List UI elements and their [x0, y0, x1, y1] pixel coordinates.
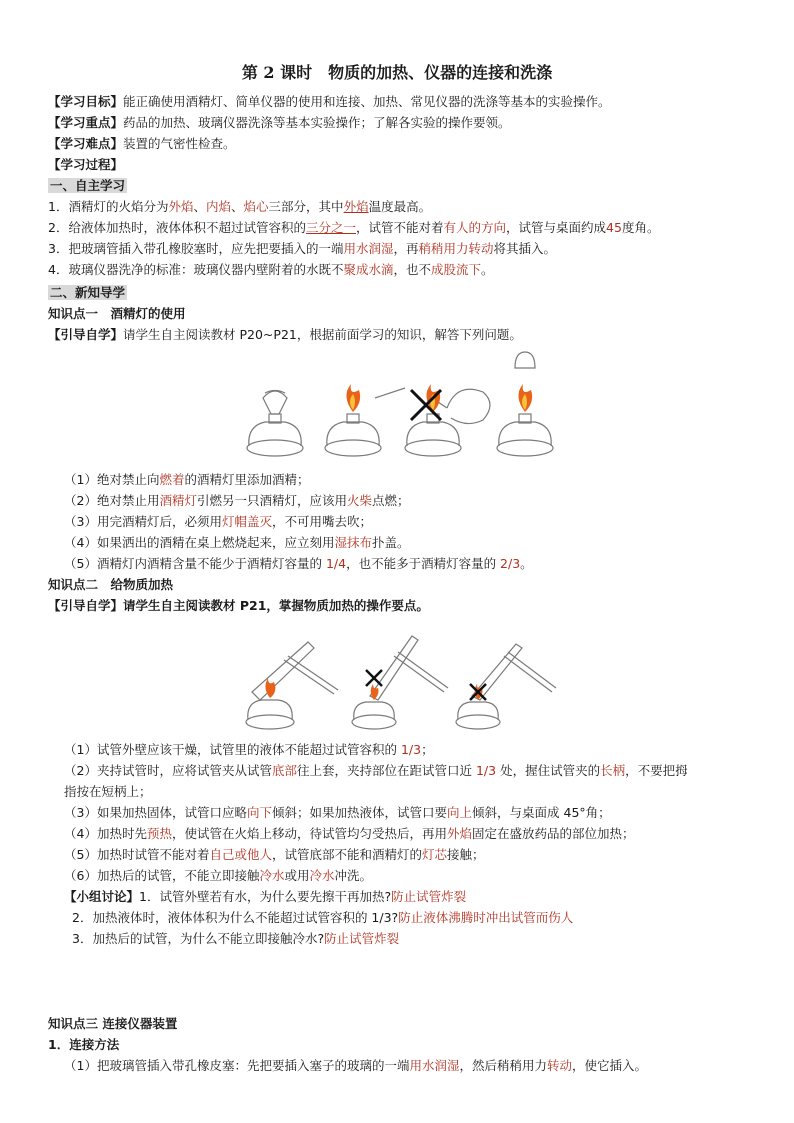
key-text: 药品的加热、玻璃仪器洗涤等基本实验操作；了解各实验的操作要领。 — [123, 115, 511, 130]
heating-rule-2: （2）夹持试管时，应将试管夹从试管底部往上套，夹持部位在距试管口近 1/3 处，握住试管夹的长柄，不要把拇 — [64, 763, 688, 778]
lamp-rule-3: （3）用完酒精灯后，必须用灯帽盖灭，不可用嘴去吹； — [64, 514, 373, 529]
knowledge-point-3-title: 知识点三 连接仪器装置 — [48, 1016, 178, 1031]
heating-rule-3: （3）如果加热固体，试管口应略向下倾斜；如果加热液体，试管口要向上倾斜，与桌面成 45°角； — [64, 805, 611, 820]
heating-rule-6: （6）加热后的试管，不能立即接触冷水或用冷水冲洗。 — [64, 868, 373, 883]
key-line — [48, 113, 768, 133]
self-study-item-2: 2．给液体加热时，液体体积不超过试管容积的三分之一，试管不能对着有人的方向，试管与桌面约成45度角。 — [48, 220, 660, 235]
difficulty-line — [48, 134, 768, 154]
lamp-rule-4: （4）如果洒出的酒精在桌上燃烧起来，应立刻用湿抹布扑盖。 — [64, 535, 410, 550]
heating-rule-2-cont: 指按在短柄上； — [64, 784, 152, 799]
difficulty-text: 装置的气密性检查。 — [123, 136, 236, 151]
connection-rule-1: （1）把玻璃管插入带孔橡皮塞：先把要插入塞子的玻璃的一端用水润湿，然后稍稍用力转动，使它插入。 — [64, 1058, 648, 1073]
section-self-study — [48, 176, 768, 196]
discussion-q3: 3．加热后的试管，为什么不能立即接触冷水?防止试管炸裂 — [72, 931, 400, 946]
flame-icon — [265, 678, 482, 700]
heating-rule-4: （4）加热时先预热，使试管在火焰上移动，待试管均匀受热后，再用外焰固定在盛放药品的部位加热； — [64, 826, 635, 841]
self-study-item-3: 3．把玻璃管插入带孔橡胶塞时，应先把要插入的一端用水润湿，再稍稍用力转动将其插入。 — [48, 241, 557, 256]
flame-icon — [346, 384, 532, 412]
lamp-lighting-another — [405, 389, 490, 456]
knowledge-point-2-title: 知识点二 给物质加热 — [48, 577, 174, 592]
difficulty-tag: 【学习难点】 — [48, 136, 124, 151]
lamp-rule-5: （5）酒精灯内酒精含量不能少于酒精灯容量的 1/4，也不能多于酒精灯容量的 2/3。 — [64, 556, 533, 571]
test-tube-heating-figure — [230, 622, 570, 734]
lamp-lit-with-match — [325, 388, 405, 456]
self-study-item-1: 1．酒精灯的火焰分为外焰、内焰、焰心三部分，其中外焰温度最高。 — [48, 199, 432, 214]
guide-2-line: 【引导自学】请学生自主阅读教材 P21，掌握物质加热的操作要点。 — [48, 598, 429, 613]
tube-wrong-1 — [352, 636, 448, 729]
section-new-knowledge — [48, 283, 768, 303]
goal-text: 能正确使用酒精灯、简单仪器的使用和连接、加热、常见仪器的洗涤等基本的实验操作。 — [123, 94, 611, 109]
section-new-knowledge-title: 二、新知导学 — [50, 285, 126, 300]
guide-1-line: 【引导自学】请学生自主阅读教材 P20~P21，根据前面学习的知识，解答下列问题。 — [48, 327, 522, 342]
tube-correct — [246, 642, 338, 729]
key-tag: 【学习重点】 — [48, 115, 124, 130]
wrong-cross-icon — [366, 670, 486, 700]
discussion-q1: 【小组讨论】1．试管外壁若有水，为什么要先擦干再加热?防止试管炸裂 — [64, 889, 467, 904]
process-heading: 【学习过程】 — [48, 157, 124, 172]
goal-tag: 【学习目标】 — [48, 94, 124, 109]
self-study-item-4: 4．玻璃仪器洗净的标准：玻璃仪器内壁附着的水既不聚成水滴，也不成股流下。 — [48, 262, 494, 277]
lamp-with-funnel — [247, 391, 303, 457]
section-self-study-title: 一、自主学习 — [50, 178, 126, 193]
connection-method-title: 1．连接方法 — [48, 1037, 120, 1052]
discussion-q2: 2．加热液体时，液体体积为什么不能超过试管容积的 1/3?防止液体沸腾时冲出试管而伤人 — [72, 910, 574, 925]
knowledge-point-1-title: 知识点一 酒精灯的使用 — [48, 306, 186, 321]
heating-rule-1: （1）试管外壁应该干燥，试管里的液体不能超过试管容积的 1/3； — [64, 742, 434, 757]
alcohol-lamp-figure — [235, 348, 565, 466]
heating-rule-5: （5）加热时试管不能对着自己或他人，试管底部不能和酒精灯的灯芯接触； — [64, 847, 485, 862]
lamp-rule-1: （1）绝对禁止向燃着的酒精灯里添加酒精； — [64, 472, 310, 487]
page-title: 第 2 课时 物质的加热、仪器的连接和洗涤 — [241, 63, 553, 82]
lamp-rule-2: （2）绝对禁止用酒精灯引燃另一只酒精灯，应该用火柴点燃； — [64, 493, 410, 508]
goal-line — [48, 92, 768, 112]
